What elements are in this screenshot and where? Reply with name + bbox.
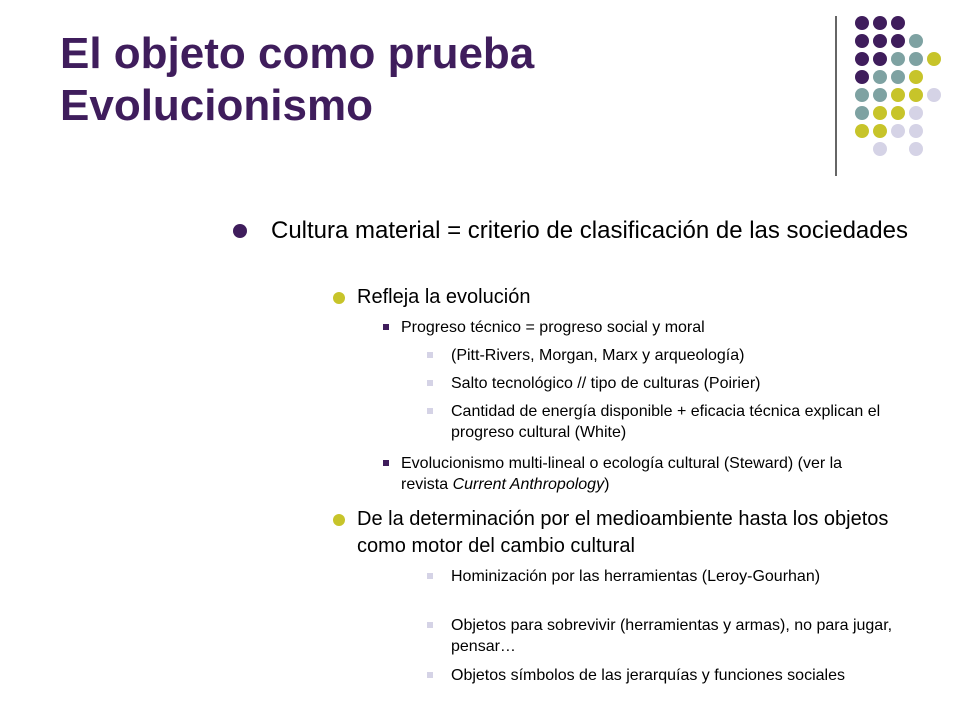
bullet-level4-text: Objetos símbolos de las jerarquías y funciones sociales	[451, 667, 845, 684]
bullet-icon	[333, 292, 345, 304]
bullet-level4-text: (Pitt-Rivers, Morgan, Marx y arqueología)	[451, 347, 745, 364]
bullet-icon	[383, 324, 389, 330]
slide-title-line1: El objeto como prueba	[60, 29, 535, 78]
bullet-text-part: )	[604, 476, 610, 493]
bullet-icon	[333, 514, 345, 526]
slide-title-line2: Evolucionismo	[60, 81, 373, 130]
bullet-icon	[427, 380, 433, 386]
bullet-level3-text: Progreso técnico = progreso social y moral	[401, 319, 705, 336]
bullet-level4-text: Hominización por las herramientas (Leroy-Gourhan)	[451, 568, 821, 585]
bullet-icon	[427, 672, 433, 678]
journal-title: Current Anthropology	[452, 476, 605, 493]
bullet-icon	[233, 224, 247, 238]
bullet-icon	[427, 408, 433, 414]
bullet-level4-text: Salto tecnológico // tipo de culturas (Poirier)	[451, 375, 761, 392]
bullet-text-part: Evolucionismo multi-lineal o ecología cultural (Steward) (ver la revista	[401, 455, 843, 493]
bullet-icon	[427, 622, 433, 628]
bullet-level2-text: De la determinación por el medioambiente hasta los objetos como motor del cambio cultural	[357, 508, 889, 557]
bullet-icon	[383, 460, 389, 466]
bullet-level4-text: Objetos para sobrevivir (herramientas y armas), no para jugar, pensar…	[451, 617, 893, 655]
bullet-icon	[427, 573, 433, 579]
bullet-icon	[427, 352, 433, 358]
bullet-level2-text: Refleja la evolución	[357, 286, 531, 308]
bullet-level1-text: Cultura material = criterio de clasificación de las sociedades	[271, 217, 908, 244]
bullet-level4-text: Cantidad de energía disponible + eficacia técnica explican el progreso cultural (White)	[451, 403, 881, 441]
bullet-level3-text	[401, 453, 871, 495]
